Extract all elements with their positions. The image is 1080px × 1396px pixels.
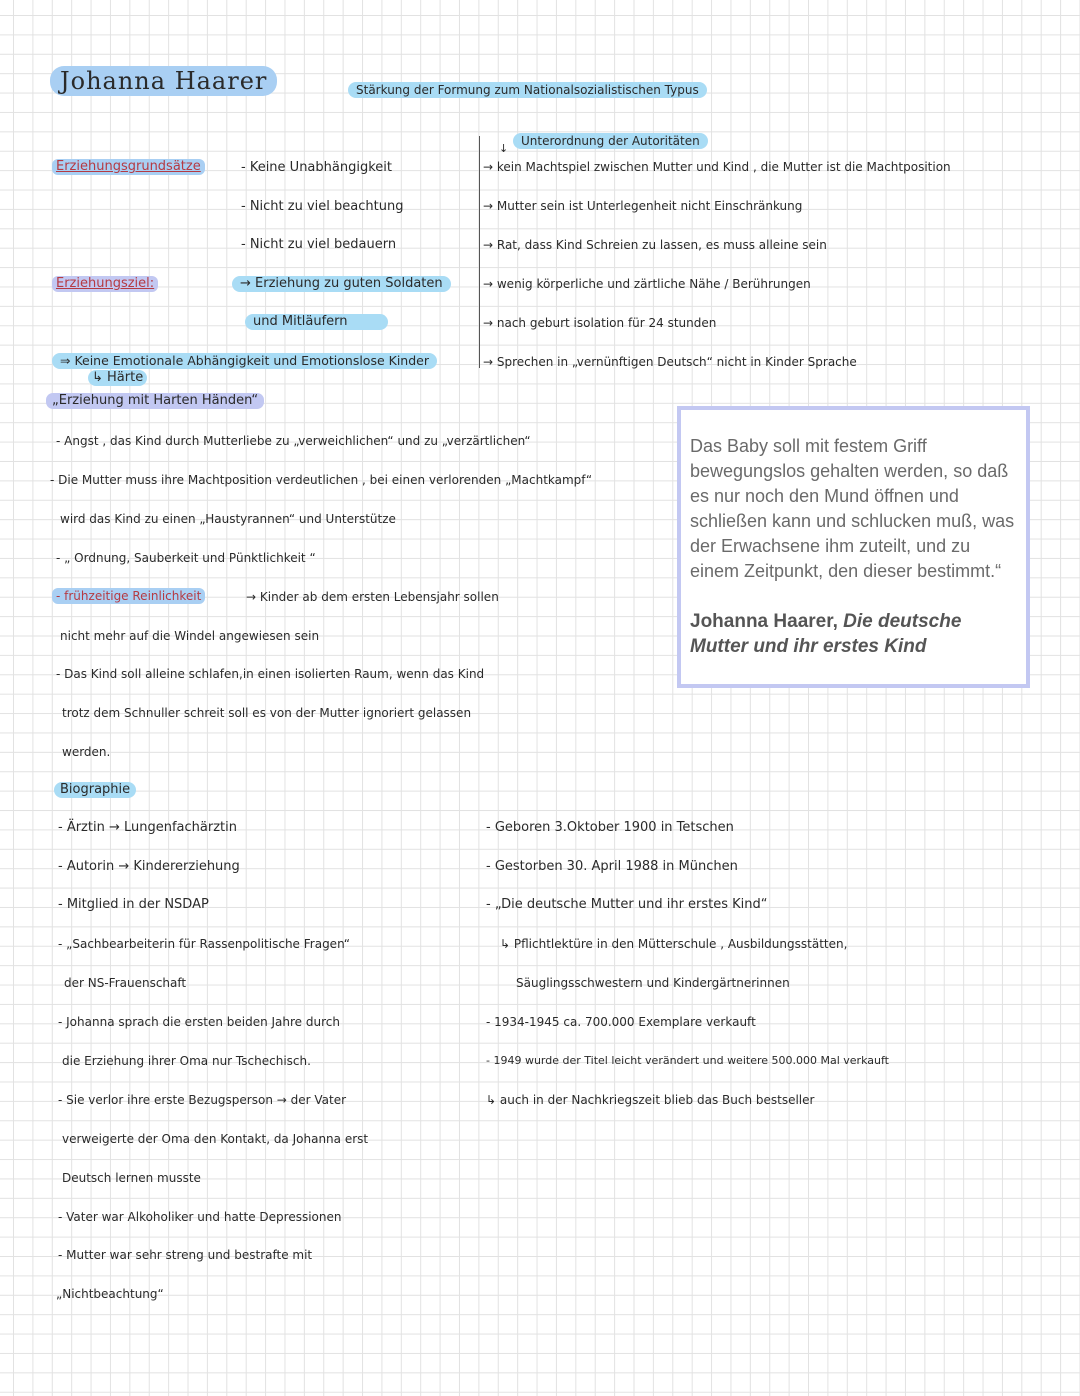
page-title: Johanna Haarer (50, 66, 277, 96)
haerte-line: - Das Kind soll alleine schlafen,in einen isolierten Raum, wenn das Kind (56, 667, 485, 681)
down-arrow: ↓ (499, 142, 509, 155)
quote-text: Das Baby soll mit festem Griff bewegungslos gehalten werden, so daß es nur noch den Mund öffnen und schließen kann und schlucken muß, was der Erwachsene ihm zuteilt, und zu einem Zeitpunkt, den dieser bestimmt.“ (690, 436, 1015, 581)
bio-left-line: - Johanna sprach die ersten beiden Jahre durch (58, 1015, 340, 1029)
quote-author: Johanna Haarer, (690, 611, 838, 632)
right-col-item: → wenig körperliche und zärtliche Nähe / Berührungen (483, 277, 811, 291)
bio-left-line: - Mutter war sehr streng und bestrafte mit (58, 1248, 313, 1262)
column-divider (479, 136, 480, 368)
bio-label: Biographie (54, 782, 136, 798)
haerte-label: „Erziehung mit Harten Händen“ (46, 393, 264, 409)
bio-left-line: der NS-Frauenschaft (64, 976, 187, 990)
ziel-line2: und Mitläufern (245, 314, 388, 330)
page-subtitle: Stärkung der Formung zum Nationalsozialistischen Typus (348, 82, 707, 98)
ziel-conclusion-haerte: ↳ Härte (88, 370, 147, 386)
bio-left-line: verweigerte der Oma den Kontakt, da Johanna erst (62, 1132, 369, 1146)
bio-left-line: die Erziehung ihrer Oma nur Tschechisch. (62, 1054, 311, 1068)
bio-right-line: - 1934-1945 ca. 700.000 Exemplare verkauft (486, 1015, 756, 1029)
bio-left-line: - Sie verlor ihre erste Bezugsperson → der Vater (58, 1093, 347, 1107)
bio-left-line: Deutsch lernen musste (62, 1171, 201, 1185)
haerte-line: nicht mehr auf die Windel angewiesen sein (60, 629, 320, 643)
bio-right-line: ↳ Pflichtlektüre in den Mütterschule , Ausbildungsstätten, (500, 937, 848, 951)
grundsaetze-label: Erziehungsgrundsätze (52, 159, 205, 175)
grundsatz-item: - Nicht zu viel bedauern (241, 237, 397, 252)
haerte-line: werden. (62, 745, 111, 759)
haerte-line: wird das Kind zu einen „Haustyrannen“ und Unterstütze (60, 512, 396, 526)
bio-left-line: - Ärztin → Lungenfachärztin (58, 820, 237, 835)
haerte-line: - Angst , das Kind durch Mutterliebe zu „verweichlichen“ und zu „verzärtlichen“ (56, 434, 531, 448)
haerte-line: → Kinder ab dem ersten Lebensjahr sollen (246, 590, 499, 604)
bio-right-line: - Gestorben 30. April 1988 in München (486, 859, 738, 874)
right-col-item: → nach geburt isolation für 24 stunden (483, 316, 717, 330)
quote-source (690, 609, 1018, 659)
right-col-item: → Rat, dass Kind Schreien zu lassen, es muss alleine sein (483, 238, 827, 252)
bio-left-line: - Vater war Alkoholiker und hatte Depressionen (58, 1210, 342, 1224)
haerte-line: - Die Mutter muss ihre Machtposition verdeutlichen , bei einen verlorenden „Machtkampf“ (50, 473, 593, 487)
bio-left-line: - Autorin → Kindererziehung (58, 859, 240, 874)
ziel-line1: → Erziehung zu guten Soldaten (232, 276, 451, 292)
bio-right-line: - 1949 wurde der Titel leicht verändert und weitere 500.000 Mal verkauft (486, 1054, 889, 1067)
bio-left-line: - Mitglied in der NSDAP (58, 897, 209, 912)
early-hygiene-label: - frühzeitige Reinlichkeit (52, 588, 205, 604)
bio-right-line: - Geboren 3.Oktober 1900 in Tetschen (486, 820, 734, 835)
quote-box (677, 406, 1030, 688)
quote-book: Die deutsche Mutter und ihr erstes Kind (690, 611, 962, 657)
bio-left-line: „Nichtbeachtung“ (56, 1287, 164, 1301)
grundsatz-item: - Nicht zu viel beachtung (241, 199, 404, 214)
grundsatz-item: - Keine Unabhängigkeit (241, 160, 392, 175)
bio-right-line: Säuglingsschwestern und Kindergärtnerinnen (516, 976, 790, 990)
right-col-header: Unterordnung der Autoritäten (513, 133, 708, 149)
haerte-line: - „ Ordnung, Sauberkeit und Pünktlichkeit “ (56, 551, 316, 565)
ziel-conclusion: ⇒ Keine Emotionale Abhängigkeit und Emotionslose Kinder (52, 353, 437, 369)
bio-right-line: ↳ auch in der Nachkriegszeit blieb das Buch bestseller (486, 1093, 815, 1107)
right-col-item: → Mutter sein ist Unterlegenheit nicht Einschränkung (483, 199, 803, 213)
ziel-label: Erziehungsziel: (52, 276, 158, 292)
right-col-item: → kein Machtspiel zwischen Mutter und Kind , die Mutter ist die Machtposition (483, 160, 951, 174)
bio-left-line: - „Sachbearbeiterin für Rassenpolitische Fragen“ (58, 937, 351, 951)
haerte-line: trotz dem Schnuller schreit soll es von der Mutter ignoriert gelassen (62, 706, 472, 720)
right-col-item: → Sprechen in „vernünftigen Deutsch“ nicht in Kinder Sprache (483, 355, 857, 369)
bio-right-line: - „Die deutsche Mutter und ihr erstes Kind“ (486, 897, 768, 912)
